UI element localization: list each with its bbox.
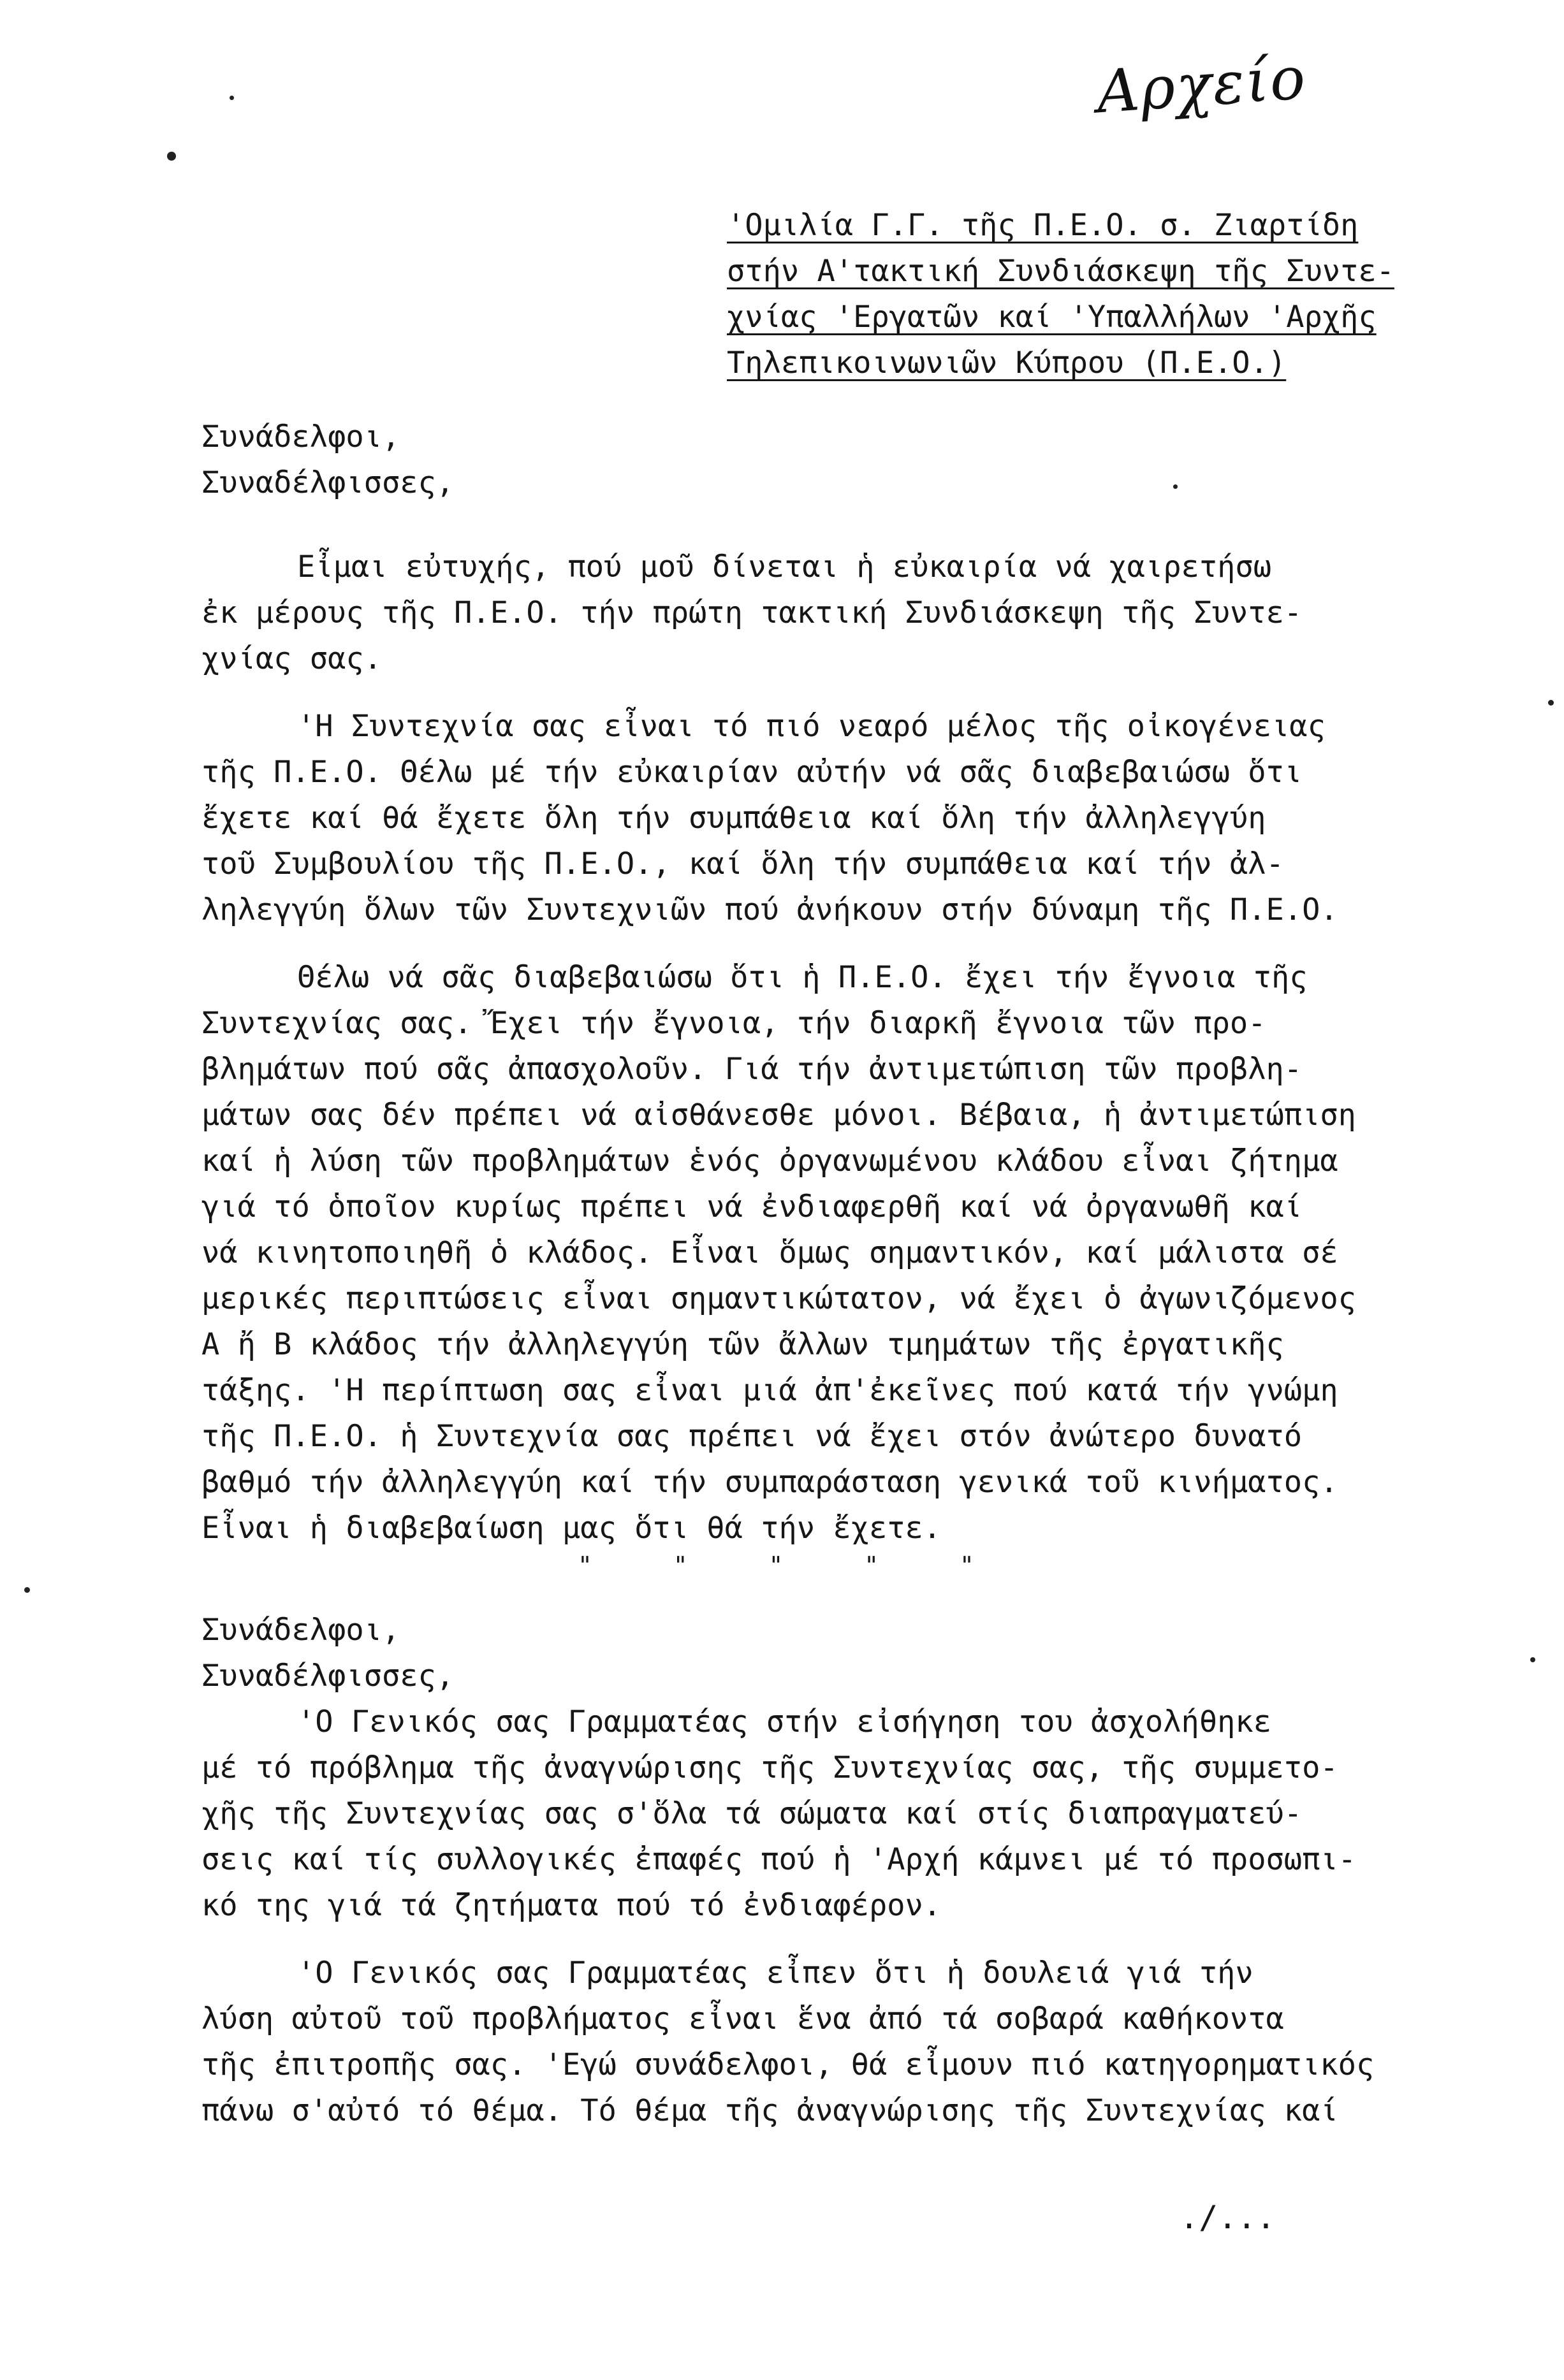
paragraph-greeting bbox=[201, 544, 1502, 682]
text-line: νά κινητοποιηθῆ ὁ κλάδος. Εἶναι ὅμως σημαντικόν, καί μάλιστα σέ bbox=[201, 1235, 1338, 1270]
salutation-second bbox=[201, 1607, 1502, 1699]
paragraph-union-family bbox=[201, 704, 1502, 933]
section-separator: " " " " " bbox=[578, 1551, 1007, 1579]
scan-speck bbox=[1530, 1657, 1535, 1662]
speech-title bbox=[727, 203, 1466, 386]
text-line: βλημάτων πού σᾶς ἀπασχολοῦν. Γιά τήν ἀντιμετώπιση τῶν προβλη- bbox=[201, 1052, 1303, 1087]
text-line: χνίας σας. bbox=[201, 641, 382, 676]
title-line: στήν Α'τακτική Συνδιάσκεψη τῆς Συντε- bbox=[727, 254, 1394, 289]
text-line: τάξης. 'Η περίπτωση σας εἶναι μιά ἀπ'ἐκεῖνες πού κατά τήν γνώμη bbox=[201, 1373, 1338, 1408]
title-line: χνίας 'Εργατῶν καί 'Υπαλλήλων 'Αρχῆς bbox=[727, 300, 1377, 335]
salutation-line: Συνάδελφοι, bbox=[201, 419, 400, 454]
text-line: 'Η Συντεχνία σας εἶναι τό πιό νεαρό μέλος τῆς οἰκογένειας bbox=[297, 709, 1326, 744]
paragraph-committee-duty bbox=[201, 1950, 1502, 2134]
paragraph-solidarity bbox=[201, 955, 1502, 1551]
text-line: Εἶναι ἡ διαβεβαίωση μας ὅτι θά τήν ἔχετε. bbox=[201, 1511, 942, 1546]
scan-speck bbox=[24, 1587, 30, 1593]
text-line: μάτων σας δέν πρέπει νά αἰσθάνεσθε μόνοι. Βέβαια, ἡ ἀντιμετώπιση bbox=[201, 1098, 1356, 1133]
text-line: μερικές περιπτώσεις εἶναι σημαντικώτατον, νά ἔχει ὁ ἀγωνιζόμενος bbox=[201, 1281, 1356, 1316]
text-line: Εἶμαι εὐτυχής, πού μοῦ δίνεται ἡ εὐκαιρία νά χαιρετήσω bbox=[297, 549, 1272, 584]
text-line: 'Ο Γενικός σας Γραμματέας στήν εἰσήγηση του ἀσχολήθηκε bbox=[297, 1704, 1272, 1739]
salutation-line: Συναδέλφισσες, bbox=[201, 1658, 455, 1694]
text-line: Α ἤ Β κλάδος τήν ἀλληλεγγύη τῶν ἄλλων τμημάτων τῆς ἐργατικῆς bbox=[201, 1327, 1284, 1362]
text-line: καί ἡ λύση τῶν προβλημάτων ἑνός ὀργανωμένου κλάδου εἶναι ζήτημα bbox=[201, 1143, 1338, 1179]
text-line: Συντεχνίας σας. Ἔχει τήν ἔγνοια, τήν διαρκῆ ἔγνοια τῶν προ- bbox=[201, 1006, 1266, 1041]
paragraph-recognition bbox=[201, 1699, 1502, 1929]
scan-speck bbox=[1173, 484, 1178, 489]
text-line: γιά τό ὁποῖον κυρίως πρέπει νά ἐνδιαφερθῆ καί νά ὀργανωθῆ καί bbox=[201, 1189, 1303, 1224]
handwritten-archive-note: Αρχείο bbox=[1094, 43, 1309, 127]
text-line: τοῦ Συμβουλίου τῆς Π.Ε.Ο., καί ὅλη τήν συμπάθεια καί τήν ἀλ- bbox=[201, 846, 1284, 882]
salutation-line: Συνάδελφοι, bbox=[201, 1613, 400, 1648]
text-line: ληλεγγύη ὅλων τῶν Συντεχνιῶν πού ἀνήκουν στήν δύναμη τῆς Π.Ε.Ο. bbox=[201, 892, 1338, 927]
salutation-opening bbox=[201, 414, 1502, 506]
title-line: Τηλεπικοινωνιῶν Κύπρου (Π.Ε.Ο.) bbox=[727, 345, 1287, 381]
text-line: τῆς ἐπιτροπῆς σας. 'Εγώ συνάδελφοι, θά εἶμουν πιό κατηγορηματικός bbox=[201, 2047, 1375, 2082]
text-line: 'Ο Γενικός σας Γραμματέας εἶπεν ὅτι ἡ δουλειά γιά τήν bbox=[297, 1956, 1253, 1991]
page-continuation-mark: ./... bbox=[1180, 2199, 1276, 2236]
text-line: τῆς Π.Ε.Ο. ἡ Συντεχνία σας πρέπει νά ἔχει στόν ἀνώτερο δυνατό bbox=[201, 1419, 1303, 1454]
salutation-line: Συναδέλφισσες, bbox=[201, 465, 455, 500]
scan-speck bbox=[167, 152, 176, 161]
text-line: λύση αὐτοῦ τοῦ προβλήματος εἶναι ἕνα ἀπό τά σοβαρά καθήκοντα bbox=[201, 2001, 1284, 2036]
title-line: 'Ομιλία Γ.Γ. τῆς Π.Ε.Ο. σ. Ζιαρτίδη bbox=[727, 208, 1359, 243]
text-line: χῆς τῆς Συντεχνίας σας σ'ὅλα τά σώματα καί στίς διαπραγματεύ- bbox=[201, 1796, 1303, 1831]
text-line: τῆς Π.Ε.Ο. Θέλω μέ τήν εὐκαιρίαν αὐτήν νά σᾶς διαβεβαιώσω ὅτι bbox=[201, 755, 1303, 790]
text-line: κό της γιά τά ζητήματα πού τό ἐνδιαφέρον. bbox=[201, 1888, 942, 1923]
scan-speck bbox=[230, 96, 234, 100]
text-line: πάνω σ'αὐτό τό θέμα. Τό θέμα τῆς ἀναγνώρισης τῆς Συντεχνίας καί bbox=[201, 2093, 1338, 2128]
text-line: ἔχετε καί θά ἔχετε ὅλη τήν συμπάθεια καί ὅλη τήν ἀλληλεγγύη bbox=[201, 801, 1266, 836]
text-line: ἐκ μέρους τῆς Π.Ε.Ο. τήν πρώτη τακτική Συνδιάσκεψη τῆς Συντε- bbox=[201, 595, 1303, 630]
text-line: βαθμό τήν ἀλληλεγγύη καί τήν συμπαράσταση γενικά τοῦ κινήματος. bbox=[201, 1465, 1338, 1500]
speech-body bbox=[201, 414, 1502, 2134]
text-line: μέ τό πρόβλημα τῆς ἀναγνώρισης τῆς Συντεχνίας σας, τῆς συμμετο- bbox=[201, 1750, 1338, 1785]
text-line: σεις καί τίς συλλογικές ἐπαφές πού ἡ 'Αρχή κάμνει μέ τό προσωπι- bbox=[201, 1842, 1356, 1877]
text-line: Θέλω νά σᾶς διαβεβαιώσω ὅτι ἡ Π.Ε.Ο. ἔχει τήν ἔγνοια τῆς bbox=[297, 960, 1308, 995]
scan-speck bbox=[1548, 700, 1554, 706]
